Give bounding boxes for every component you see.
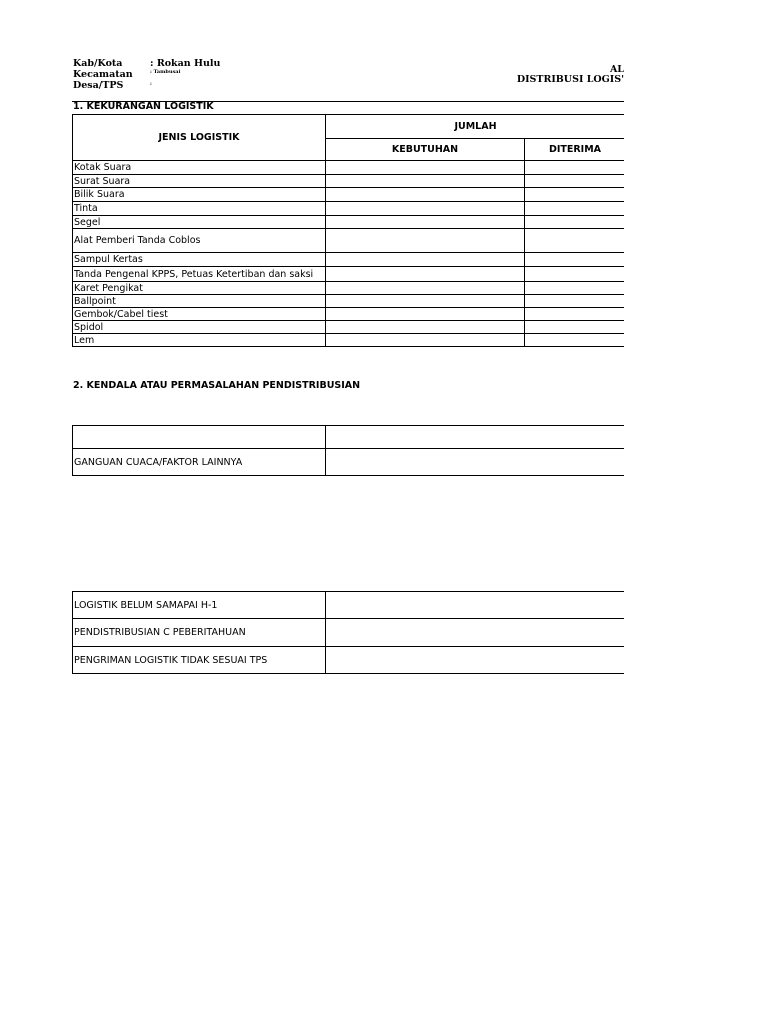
section2-title: 2. KENDALA ATAU PERMASALAHAN PENDISTRIBUSIAN <box>73 380 361 391</box>
col-header-jenis: JENIS LOGISTIK <box>73 115 326 161</box>
diterima-cell <box>525 321 625 334</box>
item-name: Kotak Suara <box>73 161 326 175</box>
issue-label: LOGISTIK BELUM SAMAPAI H-1 <box>73 592 326 619</box>
diterima-cell <box>525 202 625 216</box>
issue-value <box>326 449 625 476</box>
kab-label: Kab/Kota <box>73 58 123 69</box>
item-name: Tanda Pengenal KPPS, Petuas Ketertiban dan saksi <box>73 267 326 282</box>
col-header-kebutuhan: KEBUTUHAN <box>326 139 525 161</box>
kebutuhan-cell <box>326 282 525 295</box>
desa-label: Desa/TPS <box>73 80 124 91</box>
kebutuhan-cell <box>326 334 525 347</box>
issue-label: PENGRIMAN LOGISTIK TIDAK SESUAI TPS <box>73 647 326 674</box>
diterima-cell <box>525 295 625 308</box>
kecamatan-value: : Tambusai <box>150 69 181 75</box>
issue-label: PENDISTRIBUSIAN C PEBERITAHUAN <box>73 619 326 647</box>
item-name: Sampul Kertas <box>73 253 326 267</box>
issue-label <box>73 426 326 449</box>
item-name: Alat Pemberi Tanda Coblos <box>73 229 326 253</box>
report-title-line1: AL <box>609 64 624 75</box>
kebutuhan-cell <box>326 253 525 267</box>
item-name: Karet Pengikat <box>73 282 326 295</box>
item-name: Segel <box>73 216 326 229</box>
kebutuhan-cell <box>326 321 525 334</box>
diterima-cell <box>525 229 625 253</box>
diterima-cell <box>525 267 625 282</box>
diterima-cell <box>525 175 625 188</box>
kebutuhan-cell <box>326 267 525 282</box>
issue-value <box>326 647 625 674</box>
diterima-cell <box>525 308 625 321</box>
diterima-cell <box>525 334 625 347</box>
item-name: Tinta <box>73 202 326 216</box>
diterima-cell <box>525 253 625 267</box>
report-title-line2: DISTRIBUSI LOGIS' <box>516 74 624 85</box>
item-name: Lem <box>73 334 326 347</box>
kebutuhan-cell <box>326 188 525 202</box>
item-name: Bilik Suara <box>73 188 326 202</box>
kab-value: : Rokan Hulu <box>150 58 221 69</box>
col-header-jumlah: JUMLAH <box>326 115 625 139</box>
diterima-cell <box>525 282 625 295</box>
desa-value: : <box>150 81 152 87</box>
kebutuhan-cell <box>326 161 525 175</box>
logistics-shortage-table <box>72 114 624 347</box>
distribution-issue-table-a <box>72 425 624 476</box>
issue-value <box>326 619 625 647</box>
issue-label: GANGUAN CUACA/FAKTOR LAINNYA <box>73 449 326 476</box>
kebutuhan-cell <box>326 202 525 216</box>
kebutuhan-cell <box>326 229 525 253</box>
kebutuhan-cell <box>326 175 525 188</box>
distribution-issue-table-b <box>72 591 624 674</box>
col-header-diterima: DITERIMA <box>525 139 625 161</box>
diterima-cell <box>525 216 625 229</box>
kebutuhan-cell <box>326 308 525 321</box>
kebutuhan-cell <box>326 216 525 229</box>
kecamatan-label: Kecamatan <box>73 69 133 80</box>
issue-value <box>326 426 625 449</box>
diterima-cell <box>525 161 625 175</box>
item-name: Gembok/Cabel tiest <box>73 308 326 321</box>
issue-value <box>326 592 625 619</box>
diterima-cell <box>525 188 625 202</box>
kebutuhan-cell <box>326 295 525 308</box>
item-name: Spidol <box>73 321 326 334</box>
section1-title: 1. KEKURANGAN LOGISTIK <box>73 101 214 112</box>
item-name: Ballpoint <box>73 295 326 308</box>
item-name: Surat Suara <box>73 175 326 188</box>
